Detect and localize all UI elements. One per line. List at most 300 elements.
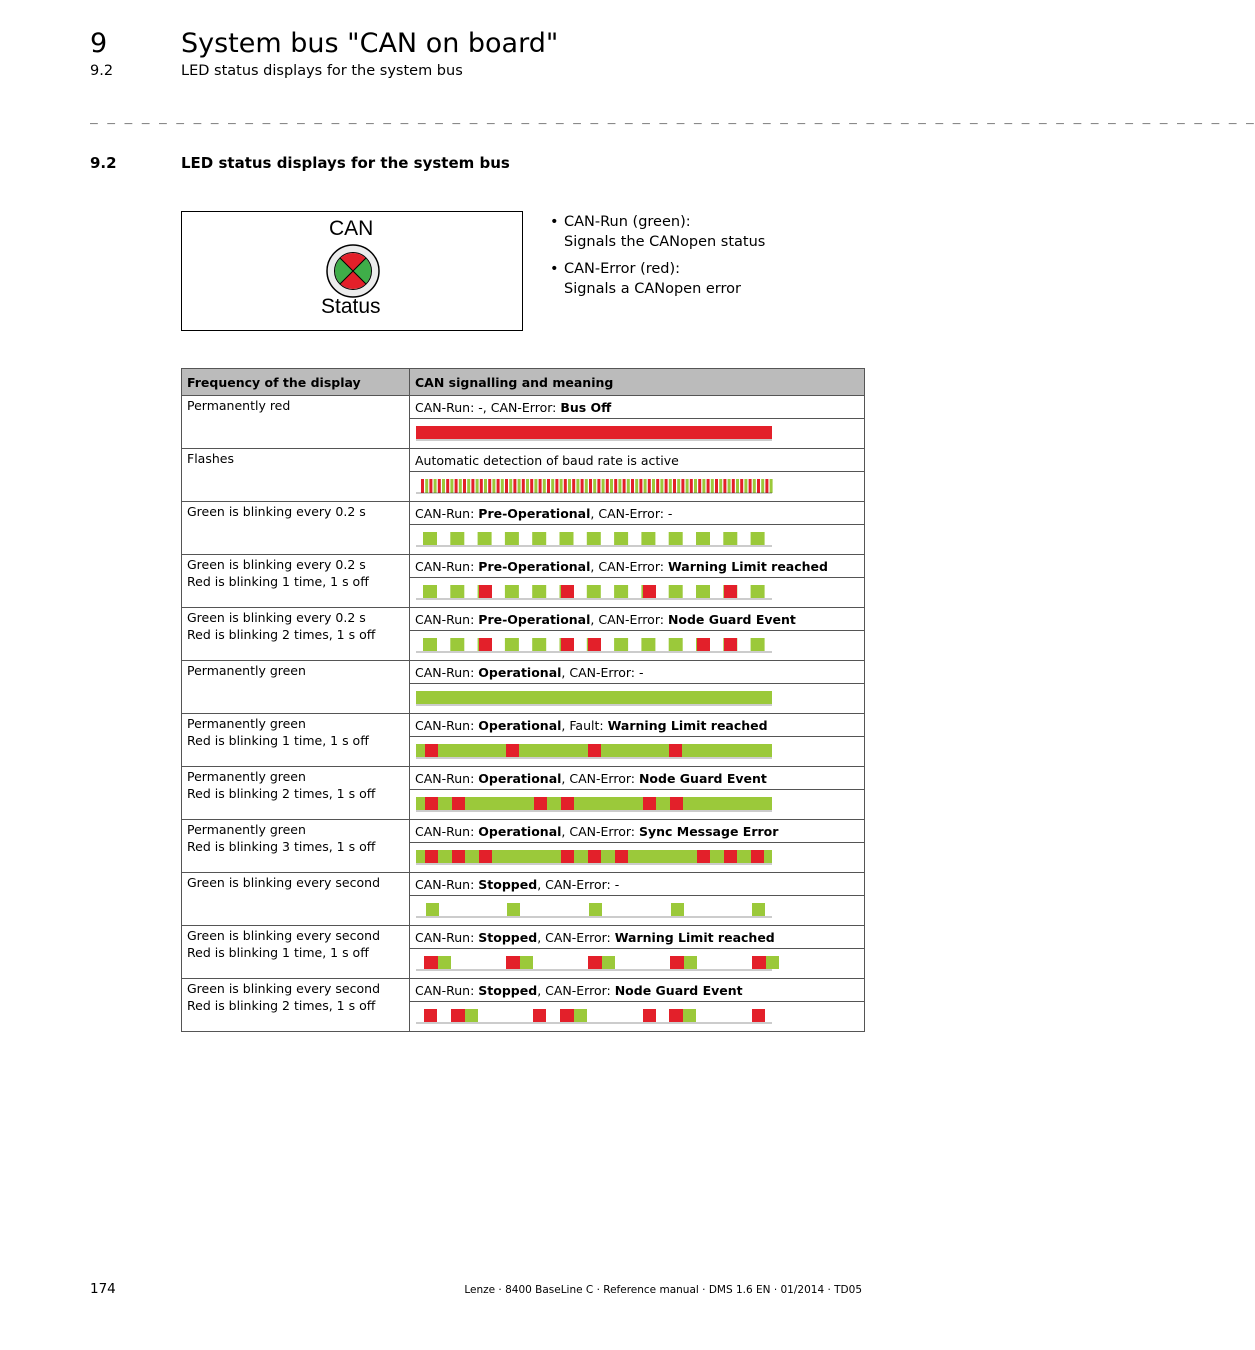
frequency-text: Green is blinking every 0.2 s: [187, 557, 366, 572]
meaning-state: Stopped: [478, 982, 538, 998]
table-row: [182, 873, 865, 896]
running-section-number: 9.2: [90, 63, 114, 79]
meaning-cell: [410, 979, 865, 1002]
green-blink-segment: [614, 585, 628, 598]
green-blink-segment: [434, 479, 437, 493]
green-blink-segment: [416, 797, 772, 810]
red-blink-segment: [452, 797, 465, 810]
pattern-cell: [410, 684, 865, 714]
red-blink-segment: [670, 956, 684, 969]
green-blink-segment: [505, 585, 519, 598]
red-blink-segment: [555, 479, 558, 493]
led-blink-pattern: [415, 531, 775, 549]
meaning-text: CAN-Run:: [415, 929, 479, 945]
red-blink-segment: [723, 479, 726, 493]
red-blink-segment: [480, 479, 483, 493]
green-blink-segment: [450, 479, 453, 493]
green-blink-segment: [450, 585, 464, 598]
green-blink-segment: [509, 479, 512, 493]
green-blink-segment: [423, 585, 437, 598]
table-row: [182, 608, 865, 631]
red-blink-segment: [669, 1009, 683, 1022]
green-blink-segment: [683, 1009, 696, 1022]
table-row: [182, 767, 865, 790]
red-blink-segment: [643, 1009, 656, 1022]
meaning-cell: [410, 555, 865, 578]
green-blink-segment: [426, 903, 439, 916]
green-blink-segment: [660, 479, 663, 493]
red-blink-segment: [424, 956, 438, 969]
green-blink-segment: [770, 479, 773, 493]
red-blink-segment: [506, 956, 520, 969]
red-blink-segment: [648, 479, 651, 493]
red-blink-segment: [455, 479, 458, 493]
led-blink-pattern: [415, 584, 775, 602]
frequency-cell: [182, 449, 410, 502]
meaning-cell: [410, 926, 865, 949]
red-blink-segment: [615, 850, 628, 863]
green-blink-segment: [551, 479, 554, 493]
green-blink-segment: [425, 479, 428, 493]
pattern-cell: [410, 578, 865, 608]
red-blink-segment: [732, 479, 735, 493]
red-blink-segment: [438, 479, 441, 493]
red-blink-segment: [690, 479, 693, 493]
pattern-cell: [410, 737, 865, 767]
red-blink-segment: [623, 479, 626, 493]
red-blink-segment: [669, 744, 682, 757]
frequency-cell: [182, 926, 410, 979]
red-blink-segment: [752, 1009, 765, 1022]
green-blink-segment: [478, 532, 492, 545]
red-blink-segment: [425, 797, 438, 810]
frequency-text: Green is blinking every second: [187, 875, 380, 890]
pattern-cell: [410, 525, 865, 555]
table-row: [182, 555, 865, 578]
red-blink-segment: [429, 479, 432, 493]
table-row: [182, 820, 865, 843]
meaning-state: Operational: [478, 664, 562, 680]
green-blink-segment: [618, 479, 621, 493]
green-blink-segment: [532, 532, 546, 545]
red-blink-segment: [522, 479, 525, 493]
pattern-cell: [410, 949, 865, 979]
red-blink-segment: [479, 638, 492, 651]
green-blink-segment: [526, 479, 529, 493]
red-blink-segment: [606, 479, 609, 493]
red-blink-segment: [588, 638, 601, 651]
led-icon: [325, 243, 381, 299]
red-blink-segment: [561, 638, 574, 651]
meaning-cell: [410, 820, 865, 843]
meaning-cell: [410, 767, 865, 790]
red-blink-segment: [589, 479, 592, 493]
led-blink-pattern: [415, 637, 775, 655]
section-title: LED status displays for the system bus: [181, 154, 510, 172]
red-blink-segment: [588, 744, 601, 757]
frequency-text: Permanently green: [187, 769, 306, 784]
green-blink-segment: [442, 479, 445, 493]
meaning-state: Warning Limit reached: [607, 717, 768, 733]
green-blink-segment: [423, 532, 437, 545]
meaning-state: Stopped: [478, 929, 538, 945]
meaning-state: Stopped: [478, 876, 538, 892]
bullet-desc: Signals a CANopen error: [564, 281, 741, 297]
pattern-cell: [410, 790, 865, 820]
green-blink-segment: [723, 532, 737, 545]
led-status-table: [181, 368, 865, 1032]
table-header-row: [182, 369, 865, 396]
green-blink-segment: [614, 638, 628, 651]
red-blink-segment: [463, 479, 466, 493]
green-blink-segment: [684, 956, 697, 969]
red-blink-segment: [597, 479, 600, 493]
meaning-cell: [410, 449, 865, 472]
meaning-text: , CAN-Error:: [590, 558, 668, 574]
red-blink-segment: [513, 479, 516, 493]
meaning-cell: [410, 873, 865, 896]
green-blink-segment: [459, 479, 462, 493]
frequency-text: Green is blinking every 0.2 s: [187, 504, 366, 519]
meaning-cell: [410, 396, 865, 419]
pattern-cell: [410, 419, 865, 449]
red-blink-segment: [425, 850, 438, 863]
meaning-text: , CAN-Error:: [537, 982, 615, 998]
red-blink-segment: [425, 744, 438, 757]
green-blink-segment: [711, 479, 714, 493]
green-blink-segment: [587, 585, 601, 598]
frequency-text: Red is blinking 2 times, 1 s off: [187, 627, 376, 642]
green-blink-segment: [589, 903, 602, 916]
red-blink-segment: [697, 638, 710, 651]
meaning-text: , CAN-Error:: [590, 611, 668, 627]
header-meaning: CAN signalling and meaning: [410, 369, 865, 396]
red-blink-segment: [488, 479, 491, 493]
frequency-text: Red is blinking 2 times, 1 s off: [187, 998, 376, 1013]
green-blink-segment: [532, 585, 546, 598]
meaning-text: CAN-Run:: [415, 823, 479, 839]
red-blink-segment: [471, 479, 474, 493]
frequency-text: Red is blinking 2 times, 1 s off: [187, 786, 376, 801]
frequency-cell: [182, 608, 410, 661]
red-blink-segment: [533, 1009, 546, 1022]
green-blink-segment: [602, 956, 615, 969]
meaning-text: , CAN-Error: -: [561, 664, 644, 680]
green-blink-segment: [492, 479, 495, 493]
led-blink-pattern: [415, 955, 775, 973]
meaning-text: , CAN-Error: -: [590, 505, 673, 521]
meaning-text: CAN-Run:: [415, 770, 479, 786]
frequency-text: Flashes: [187, 451, 234, 466]
red-blink-segment: [740, 479, 743, 493]
table-row: [182, 449, 865, 472]
pattern-cell: [410, 843, 865, 873]
green-blink-segment: [505, 532, 519, 545]
green-blink-segment: [467, 479, 470, 493]
green-blink-segment: [501, 479, 504, 493]
red-blink-segment: [530, 479, 533, 493]
meaning-text: , CAN-Error: -: [537, 876, 620, 892]
green-blink-segment: [614, 532, 628, 545]
led-label-can: CAN: [329, 217, 374, 240]
frequency-cell: [182, 502, 410, 555]
green-blink-segment: [751, 585, 765, 598]
green-blink-segment: [669, 585, 683, 598]
green-blink-segment: [560, 479, 563, 493]
green-blink-segment: [671, 903, 684, 916]
frequency-cell: [182, 661, 410, 714]
meaning-text: , Fault:: [561, 717, 608, 733]
red-blink-segment: [698, 479, 701, 493]
led-blink-pattern: [415, 478, 775, 496]
green-blink-segment: [719, 479, 722, 493]
red-blink-segment: [534, 797, 547, 810]
meaning-state: Operational: [478, 823, 562, 839]
meaning-state: Warning Limit reached: [614, 929, 775, 945]
red-blink-segment: [752, 956, 766, 969]
meaning-text: CAN-Run:: [415, 982, 479, 998]
green-blink-segment: [751, 532, 765, 545]
pattern-cell: [410, 1002, 865, 1032]
meaning-state: Node Guard Event: [667, 611, 796, 627]
meaning-state: Pre-Operational: [478, 505, 591, 521]
meaning-cell: [410, 661, 865, 684]
green-blink-segment: [635, 479, 638, 493]
red-blink-segment: [479, 850, 492, 863]
red-blink-segment: [681, 479, 684, 493]
green-blink-segment: [484, 479, 487, 493]
green-blink-segment: [416, 691, 772, 704]
led-blink-pattern: [415, 1008, 775, 1026]
led-blink-pattern: [415, 902, 775, 920]
green-blink-segment: [644, 479, 647, 493]
green-blink-segment: [652, 479, 655, 493]
red-blink-segment: [561, 585, 574, 598]
red-blink-segment: [424, 1009, 437, 1022]
frequency-cell: [182, 767, 410, 820]
green-blink-segment: [534, 479, 537, 493]
meaning-text: CAN-Run:: [415, 611, 479, 627]
green-blink-segment: [744, 479, 747, 493]
page-number: 174: [90, 1281, 116, 1297]
green-blink-segment: [694, 479, 697, 493]
section-number: 9.2: [90, 154, 117, 172]
table-row: [182, 502, 865, 525]
red-blink-segment: [547, 479, 550, 493]
red-blink-segment: [631, 479, 634, 493]
green-blink-segment: [627, 479, 630, 493]
green-blink-segment: [669, 638, 683, 651]
frequency-text: Red is blinking 1 time, 1 s off: [187, 945, 369, 960]
green-blink-segment: [585, 479, 588, 493]
red-blink-segment: [614, 479, 617, 493]
green-blink-segment: [610, 479, 613, 493]
meaning-cell: [410, 608, 865, 631]
red-blink-segment: [539, 479, 542, 493]
red-blink-segment: [588, 956, 602, 969]
table-row: [182, 926, 865, 949]
frequency-text: Green is blinking every 0.2 s: [187, 610, 366, 625]
green-blink-segment: [677, 479, 680, 493]
green-blink-segment: [728, 479, 731, 493]
meaning-state: Operational: [478, 717, 562, 733]
bullet-can-run: [550, 212, 765, 252]
red-blink-segment: [757, 479, 760, 493]
red-blink-segment: [665, 479, 668, 493]
bullet-term: CAN-Error (red):: [564, 261, 681, 277]
red-blink-segment: [506, 744, 519, 757]
red-blink-segment: [707, 479, 710, 493]
meaning-text: CAN-Run:: [415, 558, 479, 574]
red-blink-segment: [561, 850, 574, 863]
meaning-text: CAN-Run:: [415, 717, 479, 733]
red-blink-segment: [724, 638, 737, 651]
led-blink-pattern: [415, 690, 775, 708]
green-blink-segment: [520, 956, 533, 969]
green-blink-segment: [568, 479, 571, 493]
red-blink-segment: [561, 797, 574, 810]
frequency-text: Green is blinking every second: [187, 928, 380, 943]
chapter-title: System bus "CAN on board": [181, 28, 559, 59]
meaning-state: Node Guard Event: [614, 982, 743, 998]
red-blink-segment: [724, 585, 737, 598]
table-row: [182, 979, 865, 1002]
frequency-text: Red is blinking 1 time, 1 s off: [187, 574, 369, 589]
bullet-desc: Signals the CANopen status: [564, 234, 766, 250]
green-blink-segment: [587, 532, 601, 545]
frequency-cell: [182, 396, 410, 449]
table-row: [182, 396, 865, 419]
red-blink-segment: [639, 479, 642, 493]
red-blink-segment: [715, 479, 718, 493]
table-row: [182, 661, 865, 684]
led-diagram: [181, 211, 523, 331]
frequency-cell: [182, 873, 410, 926]
frequency-cell: [182, 979, 410, 1032]
meaning-text: CAN-Run:: [415, 505, 479, 521]
frequency-text: Permanently red: [187, 398, 291, 413]
green-blink-segment: [669, 479, 672, 493]
red-blink-segment: [588, 850, 601, 863]
green-blink-segment: [576, 479, 579, 493]
green-blink-segment: [532, 638, 546, 651]
green-blink-segment: [686, 479, 689, 493]
running-section-title: LED status displays for the system bus: [181, 63, 463, 79]
green-blink-segment: [761, 479, 764, 493]
green-blink-segment: [560, 532, 574, 545]
green-blink-segment: [602, 479, 605, 493]
green-blink-segment: [669, 532, 683, 545]
led-blink-pattern: [415, 796, 775, 814]
green-blink-segment: [450, 638, 464, 651]
red-blink-segment: [564, 479, 567, 493]
pattern-cell: [410, 896, 865, 926]
meaning-state: Operational: [478, 770, 562, 786]
pattern-cell: [410, 631, 865, 661]
red-blink-segment: [572, 479, 575, 493]
green-blink-segment: [641, 532, 655, 545]
red-blink-segment: [656, 479, 659, 493]
green-blink-segment: [505, 638, 519, 651]
red-blink-segment: [697, 850, 710, 863]
red-blink-segment: [446, 479, 449, 493]
meaning-text: , CAN-Error:: [537, 929, 615, 945]
led-blink-pattern: [415, 849, 775, 867]
red-blink-segment: [560, 1009, 574, 1022]
meaning-state: Node Guard Event: [638, 770, 767, 786]
green-blink-segment: [518, 479, 521, 493]
footer-doc-info: Lenze · 8400 BaseLine C · Reference manual · DMS 1.6 EN · 01/2014 · TD05: [464, 1284, 862, 1296]
red-blink-segment: [751, 850, 764, 863]
frequency-text: Permanently green: [187, 822, 306, 837]
frequency-text: Red is blinking 1 time, 1 s off: [187, 733, 369, 748]
bullet-dot: •: [550, 214, 559, 230]
led-blink-pattern: [415, 425, 775, 443]
green-blink-segment: [543, 479, 546, 493]
red-blink-segment: [670, 797, 683, 810]
frequency-cell: [182, 820, 410, 873]
frequency-text: Green is blinking every second: [187, 981, 380, 996]
green-blink-segment: [696, 585, 710, 598]
red-blink-segment: [451, 1009, 465, 1022]
red-blink-segment: [479, 585, 492, 598]
green-blink-segment: [751, 638, 765, 651]
red-blink-segment: [421, 479, 424, 493]
frequency-cell: [182, 714, 410, 767]
red-blink-segment: [643, 797, 656, 810]
bullet-can-error: [550, 259, 765, 299]
green-blink-segment: [753, 479, 756, 493]
meaning-text: , CAN-Error:: [561, 823, 639, 839]
red-blink-segment: [749, 479, 752, 493]
meaning-state: Bus Off: [560, 399, 612, 415]
frequency-text: Permanently green: [187, 663, 306, 678]
green-blink-segment: [752, 903, 765, 916]
green-blink-segment: [574, 1009, 587, 1022]
frequency-text: Permanently green: [187, 716, 306, 731]
red-blink-segment: [765, 479, 768, 493]
green-blink-segment: [465, 1009, 478, 1022]
meaning-text: CAN-Run:: [415, 876, 479, 892]
red-blink-segment: [643, 585, 656, 598]
chapter-number: 9: [90, 28, 108, 59]
green-blink-segment: [438, 956, 451, 969]
header-frequency: Frequency of the display: [182, 369, 410, 396]
frequency-cell: [182, 555, 410, 608]
meaning-text: CAN-Run: -, CAN-Error:: [415, 399, 561, 415]
green-blink-segment: [423, 638, 437, 651]
meaning-cell: [410, 714, 865, 737]
meaning-state: Sync Message Error: [638, 823, 779, 839]
red-blink-segment: [416, 426, 772, 439]
green-blink-segment: [766, 956, 779, 969]
table-row: [182, 714, 865, 737]
bullet-dot: •: [550, 261, 559, 277]
red-blink-segment: [673, 479, 676, 493]
green-blink-segment: [450, 532, 464, 545]
bullet-list: [550, 212, 765, 306]
pattern-cell: [410, 472, 865, 502]
red-blink-segment: [497, 479, 500, 493]
led-blink-pattern: [415, 743, 775, 761]
red-blink-segment: [581, 479, 584, 493]
meaning-text: Automatic detection of baud rate is active: [415, 452, 679, 468]
green-blink-segment: [696, 532, 710, 545]
red-blink-segment: [724, 850, 737, 863]
red-blink-segment: [452, 850, 465, 863]
meaning-state: Warning Limit reached: [667, 558, 828, 574]
meaning-state: Pre-Operational: [478, 611, 591, 627]
